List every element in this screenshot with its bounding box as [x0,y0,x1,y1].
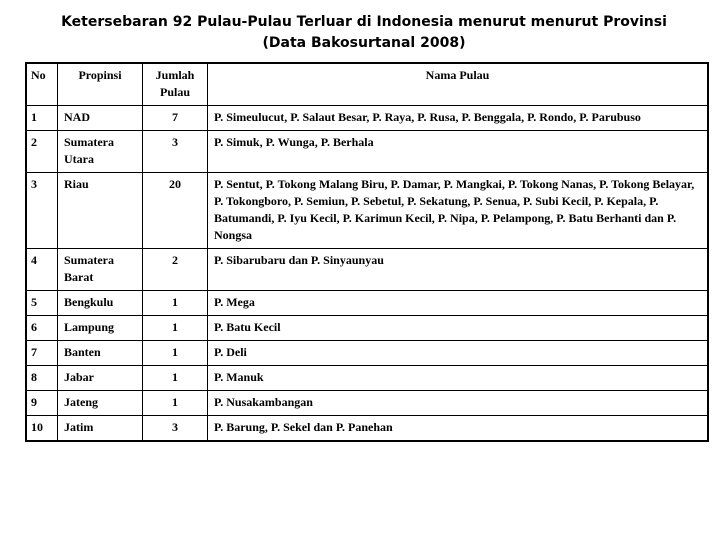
cell-no: 3 [26,173,58,249]
cell-no: 6 [26,316,58,341]
cell-no: 5 [26,291,58,316]
cell-propinsi: Jatim [58,416,143,442]
cell-propinsi: Sumatera Utara [58,131,143,173]
cell-propinsi: Banten [58,341,143,366]
cell-no: 2 [26,131,58,173]
cell-jumlah: 1 [143,391,208,416]
cell-jumlah: 20 [143,173,208,249]
cell-jumlah: 1 [143,366,208,391]
table-row [26,341,708,366]
header-no: No [26,63,58,106]
cell-no: 10 [26,416,58,442]
cell-jumlah: 1 [143,341,208,366]
cell-jumlah: 7 [143,106,208,131]
cell-jumlah: 3 [143,131,208,173]
table-row [26,131,708,173]
cell-no: 4 [26,249,58,291]
page-title [0,12,728,54]
cell-propinsi: Sumatera Barat [58,249,143,291]
cell-no: 8 [26,366,58,391]
title-line-2: (Data Bakosurtanal 2008) [262,35,466,51]
cell-nama-pulau: P. Mega [208,291,709,316]
header-jumlah: Jumlah Pulau [143,63,208,106]
cell-jumlah: 1 [143,316,208,341]
cell-propinsi: Riau [58,173,143,249]
table-row [26,106,708,131]
table-row [26,173,708,249]
cell-nama-pulau: P. Deli [208,341,709,366]
cell-nama-pulau: P. Barung, P. Sekel dan P. Panehan [208,416,709,442]
cell-nama-pulau: P. Sentut, P. Tokong Malang Biru, P. Damar, P. Mangkai, P. Tokong Nanas, P. Tokong Belayar, P. Tokongboro, P. Semiun, P. Sebetul, P. Sekatung, P. Senua, P. Subi Kecil, P. Kepala, P. Batumandi, P. Iyu Kecil, P. Karimun Kecil, P. Nipa, P. Pelampong, P. Batu Berhanti dan P. Nongsa [208,173,709,249]
cell-nama-pulau: P. Simuk, P. Wunga, P. Berhala [208,131,709,173]
cell-jumlah: 3 [143,416,208,442]
table-row [26,249,708,291]
cell-nama-pulau: P. Nusakambangan [208,391,709,416]
header-nama-pulau: Nama Pulau [208,63,709,106]
cell-no: 7 [26,341,58,366]
cell-propinsi: Lampung [58,316,143,341]
cell-nama-pulau: P. Simeulucut, P. Salaut Besar, P. Raya, P. Rusa, P. Benggala, P. Rondo, P. Parubuso [208,106,709,131]
cell-jumlah: 2 [143,249,208,291]
table-row [26,416,708,442]
table-row [26,366,708,391]
islands-table [25,62,709,442]
table-row [26,391,708,416]
title-line-1: Ketersebaran 92 Pulau-Pulau Terluar di Indonesia menurut menurut Provinsi [61,14,667,30]
cell-propinsi: Jateng [58,391,143,416]
table-row [26,316,708,341]
cell-nama-pulau: P. Manuk [208,366,709,391]
cell-propinsi: Jabar [58,366,143,391]
table-header-row [26,63,708,106]
header-propinsi: Propinsi [58,63,143,106]
cell-no: 9 [26,391,58,416]
cell-nama-pulau: P. Sibarubaru dan P. Sinyaunyau [208,249,709,291]
cell-nama-pulau: P. Batu Kecil [208,316,709,341]
table-row [26,291,708,316]
cell-jumlah: 1 [143,291,208,316]
cell-no: 1 [26,106,58,131]
cell-propinsi: NAD [58,106,143,131]
cell-propinsi: Bengkulu [58,291,143,316]
